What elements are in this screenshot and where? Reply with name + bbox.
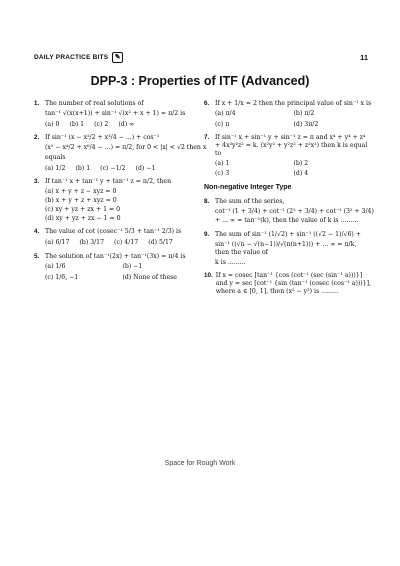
option-d: (d) 3π/2 — [293, 120, 319, 128]
options — [34, 121, 200, 129]
question-text: The sum of the series, — [215, 197, 285, 205]
option-b: (b) 2 — [293, 159, 309, 167]
option-a: (a) π/4 — [215, 109, 236, 117]
option-c: (c) 4/17 — [114, 239, 139, 247]
option-b: (b) 3/17 — [79, 239, 105, 247]
option-a: (a) 1/2 — [45, 164, 66, 172]
question-3 — [34, 178, 200, 222]
question-number: 5. — [34, 252, 40, 260]
page-header — [34, 50, 368, 64]
options — [34, 239, 200, 247]
option-b: (b) π/2 — [293, 109, 315, 117]
option-c: (c) −1/2 — [100, 164, 126, 172]
question-number: 1. — [34, 100, 40, 107]
question-tail: + ... ∞ = tan⁻¹(k), then the value of k is ......... — [215, 217, 359, 225]
option-d: (d) 4 — [293, 170, 309, 178]
question-number: 2. — [34, 134, 40, 142]
header-left — [34, 52, 123, 63]
question-math: tan⁻¹ √(x(x+1)) + sin⁻¹ √(x² + x + 1) = π/2 is — [45, 109, 186, 117]
question-2 — [34, 134, 207, 172]
options — [34, 263, 200, 282]
right-column — [204, 100, 372, 302]
options — [34, 188, 200, 222]
question-number: 7. — [204, 134, 210, 142]
option-d: (d) 5/17 — [148, 239, 173, 247]
question-text: If x + 1/x = 2 then the principal value of sin⁻¹ x is — [215, 100, 372, 107]
option-a: (a) 1 — [215, 159, 230, 167]
question-text: If sin⁻¹ x + sin⁻¹ y + sin⁻¹ z = π and x⁴ + y⁴ + z⁴ + 4x²y²z² = k. (x²y² + y²z² + z²x²) then k is equal to — [215, 134, 368, 157]
option-b: (b) 1 — [69, 120, 85, 128]
option-a: (a) 6/17 — [45, 239, 70, 247]
question-text: The number of real solutions of — [45, 100, 144, 107]
rough-work-label: Space for Rough Work — [164, 460, 236, 467]
question-tail: equals — [45, 153, 66, 161]
option-b: (b) 1 — [75, 164, 91, 172]
option-d: (d) xy + yz + zx − 1 = 0 — [45, 214, 121, 222]
question-text: If tan⁻¹ x + tan⁻¹ y + tan⁻¹ z = π/2, then — [45, 178, 172, 186]
question-5 — [34, 253, 200, 281]
question-number: 10. — [204, 272, 213, 280]
question-tail: k is ......... — [215, 258, 246, 266]
question-number: 9. — [204, 231, 210, 239]
left-column — [34, 100, 207, 287]
question-text: If sin⁻¹ (x − x²/2 + x³/4 − ...) + cos⁻¹ — [45, 134, 160, 142]
header-label: DAILY PRACTICE BITS — [34, 53, 109, 61]
question-number: 4. — [34, 228, 40, 236]
question-text: If x = cosec [tan⁻¹ {cos (cot⁻¹ (sec (sin⁻¹ a)))}] and y = sec [cot⁻¹ {sin (tan⁻¹ (cosec (cos⁻¹ a)))}], where a ∈ [0, 1], then (x² − y²) is ......... — [215, 272, 371, 295]
page-title: DPP-3 : Properties of ITF (Advanced) — [90, 74, 310, 88]
question-text: The sum of sin⁻¹ (1/√2) + sin⁻¹ ((√2 − 1)/√6) + — [215, 231, 361, 239]
question-number: 6. — [204, 100, 210, 107]
question-6 — [204, 100, 372, 128]
option-c: (c) π — [215, 120, 230, 128]
option-d: (d) ∞ — [118, 120, 135, 128]
section-title: Non-negative Integer Type — [204, 184, 292, 192]
question-text: The value of cot (cosec⁻¹ 5/3 + tan⁻¹ 2/3) is — [45, 228, 182, 236]
question-math: cot⁻¹ (1 + 3/4) + cot⁻¹ (2² + 3/4) + cot⁻¹ (3² + 3/4) — [215, 207, 374, 215]
option-a: (a) 0 — [45, 120, 60, 128]
options — [34, 165, 200, 173]
options — [204, 160, 372, 179]
question-9 — [204, 231, 372, 266]
question-4 — [34, 228, 200, 247]
question-10 — [204, 272, 372, 295]
option-d: (d) None of these — [122, 273, 177, 281]
option-a: (a) x + y + z − xyz = 0 — [45, 188, 117, 196]
option-c: (c) 2 — [94, 120, 109, 128]
question-text: The solution of tan⁻¹(2x) + tan⁻¹(3x) = π/4 is — [45, 252, 186, 260]
option-b: (b) x + y + z + xyz = 0 — [45, 197, 117, 205]
option-c: (c) 1/6, −1 — [45, 273, 79, 281]
question-1 — [34, 100, 200, 128]
page-number: 11 — [360, 52, 368, 62]
option-a: (a) 1/6 — [45, 262, 66, 270]
question-7 — [204, 134, 372, 178]
question-number: 3. — [34, 178, 40, 186]
option-c: (c) 3 — [215, 170, 230, 178]
question-math: (x² − x⁴/2 + x⁶/4 − ...) = π/2, for 0 < |x| < √2 then x — [45, 144, 207, 152]
question-math: sin⁻¹ ((√n − √(n−1))/√(n(n+1))) + ... ∞ = π/k, then the value of — [215, 241, 357, 256]
question-number: 8. — [204, 197, 210, 205]
question-8 — [204, 198, 372, 225]
option-c: (c) xy + yz + zx + 1 = 0 — [45, 205, 121, 213]
option-d: (d) −1 — [135, 164, 156, 172]
option-b: (b) −1 — [122, 262, 143, 270]
pencil-icon: ✎ — [112, 52, 123, 63]
options — [204, 110, 372, 129]
